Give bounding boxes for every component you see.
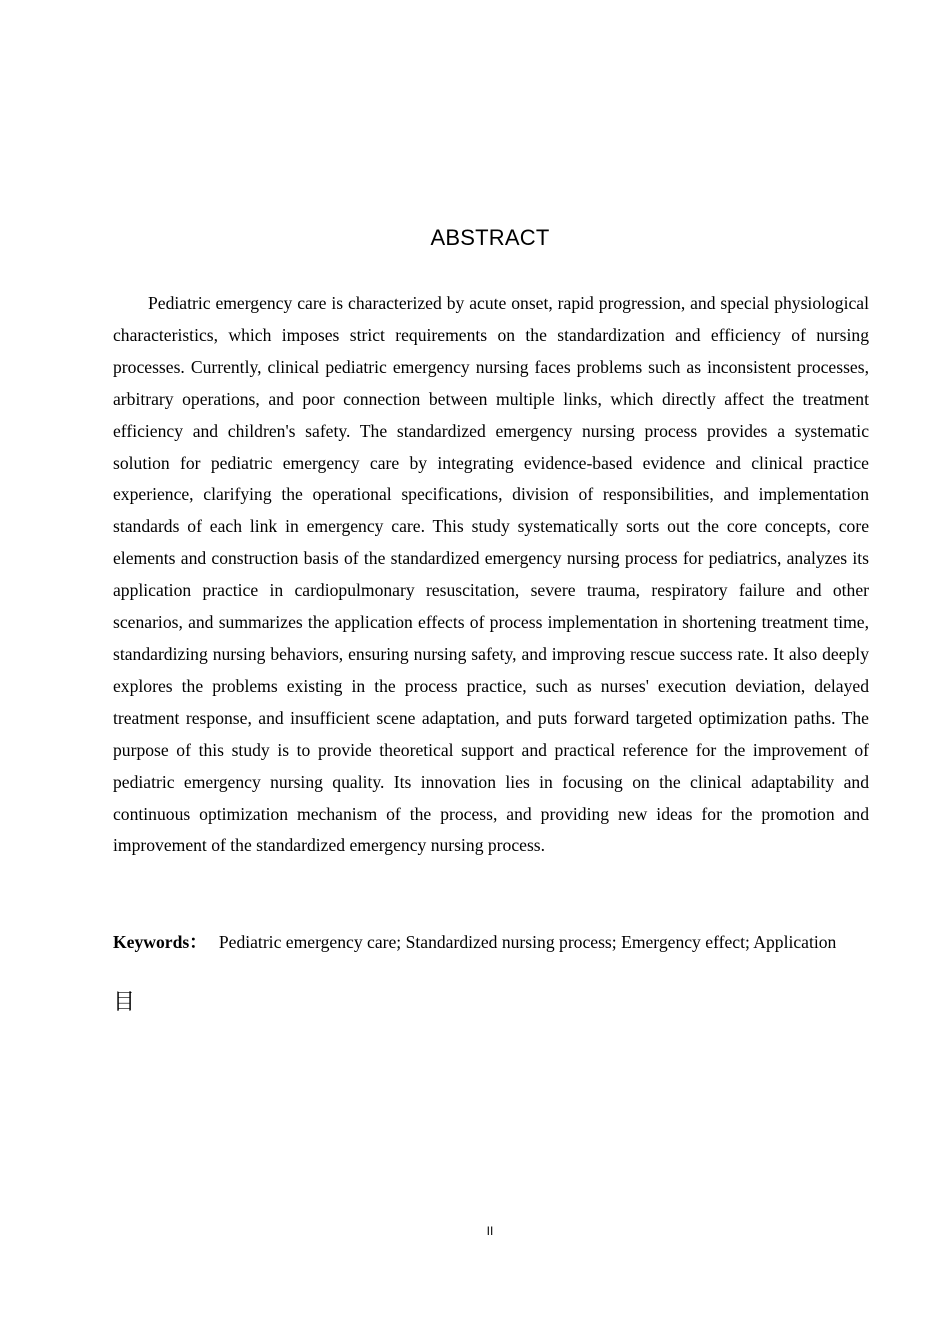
keywords-separator: ：	[189, 932, 207, 952]
abstract-title: ABSTRACT	[430, 225, 550, 250]
keywords-line	[113, 927, 869, 959]
toc-heading-fragment: 目	[113, 990, 136, 1015]
keywords-label: Keywords	[113, 932, 190, 952]
abstract-body: Pediatric emergency care is characterized by acute onset, rapid progression, and special physiological characteristics, which imposes strict requirements on the standardization and efficiency of nursing processes. Currently, clinical pediatric emergency nursing faces problems such as inconsistent processes, arbitrary operations, and poor connection between multiple links, which directly affect the treatment efficiency and children's safety. The standardized emergency nursing process provides a systematic solution for pediatric emergency care by integrating evidence-based evidence and clinical practice experience, clarifying the operational specifications, division of responsibilities, and implementation standards of each link in emergency care. This study systematically sorts out the core concepts, core elements and construction basis of the standardized emergency nursing process for pediatrics, analyzes its application practice in cardiopulmonary resuscitation, severe trauma, respiratory failure and other scenarios, and summarizes the application effects of process implementation in shortening treatment time, standardizing nursing behaviors, ensuring nursing safety, and improving rescue success rate. It also deeply explores the problems existing in the process practice, such as nurses' execution deviation, delayed treatment response, and insufficient scene adaptation, and puts forward targeted optimization paths. The purpose of this study is to provide theoretical support and practical reference for the improvement of pediatric emergency nursing quality. Its innovation lies in focusing on the clinical adaptability and continuous optimization mechanism of the process, and providing new ideas for the promotion and improvement of the standardized emergency nursing process.	[113, 293, 869, 856]
page-number: II	[486, 1224, 494, 1238]
keywords-text: Pediatric emergency care; Standardized nursing process; Emergency effect; Application	[218, 932, 837, 952]
